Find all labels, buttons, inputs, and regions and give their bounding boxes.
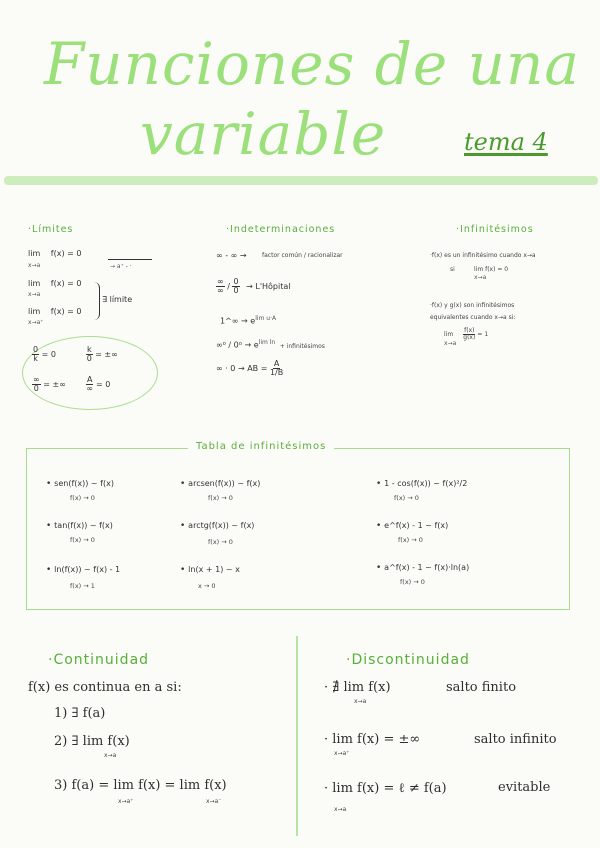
table-r2-c2: • arctg(f(x)) ~ f(x) [180,521,255,531]
discont-2: · lim f(x) = ±∞ [324,732,421,747]
continuity-cond-3-sub2: x→a⁻ [206,798,222,805]
table-r2-c3: • e^f(x) - 1 ~ f(x) [376,521,449,531]
inf-def-1-limit: lim f(x) = 0 [474,266,509,273]
discont-2-sub: x→a⁺ [334,750,350,757]
limit-case-a: $\frac{0}{k}$ = 0 [33,345,56,363]
limit-3: lim f(x) = 0 [28,307,82,316]
limit-3-sub: x→a⁺ [28,319,44,326]
indeterminaciones-heading: ·Indeterminaciones [226,224,336,235]
indet-row-4: $\infty^0 / 0^0 \to e^{lim ln}$ + infinitésimos [216,339,325,350]
inf-def-2-limit: lim $\frac{f(x)}{g(x)}$ = 1 [444,327,489,341]
table-r1-c3-sub: f(x) → 0 [394,494,419,502]
discontinuidad-heading: ·Discontinuidad [346,652,470,668]
table-r3-c2-sub: x → 0 [198,582,216,590]
table-r3-c1-sub: f(x) → 1 [70,582,95,590]
limit-1-sub: x→a [28,262,41,269]
column-divider [296,636,298,836]
limit-1: lim f(x) = 0 [28,249,82,258]
inf-def-1-sub: x→a [474,274,487,281]
limit-2: lim f(x) = 0 [28,279,82,288]
inf-def-2: ·f(x) y g(x) son infinitésimos [430,302,515,309]
indet-row-1-text: factor común / racionalizar [262,252,343,259]
limit-case-b: $\frac{k}{0}$ = ±∞ [86,345,118,363]
table-r2-c2-sub: f(x) → 0 [208,538,233,546]
table-r2-c1-sub: f(x) → 0 [70,536,95,544]
discont-1-sub: x→a [354,698,367,705]
table-r1-c2: • arcsen(f(x)) ~ f(x) [180,479,261,489]
discont-1: · ∄ lim f(x) [324,680,391,695]
title-divider [4,176,598,185]
limits-exists: ∃ límite [102,295,133,304]
limits-brace [93,282,100,320]
table-r3-c2: • ln(x + 1) ~ x [180,565,240,575]
topic-number: tema 4 [464,128,548,156]
continuity-cond-2-sub: x→a [104,752,117,759]
continuidad-heading: ·Continuidad [48,652,150,668]
page-title-line1: Funciones de una [44,30,580,98]
limites-heading: ·Límites [28,224,74,235]
limit-1-line [108,259,152,260]
page-title-line2: variable [140,100,387,168]
table-r3-c3: • a^f(x) - 1 ~ f(x)·ln(a) [376,563,470,573]
table-r3-c1: • ln(f(x)) ~ f(x) - 1 [46,565,121,575]
continuity-cond-3-sub1: x→a⁺ [118,798,134,805]
indet-row-3: 1^∞ → $e^{lim u\cdot A}$ [220,315,277,326]
table-r1-c2-sub: f(x) → 0 [208,494,233,502]
table-r1-c1: • sen(f(x)) ~ f(x) [46,479,114,489]
indet-row-1: ∞ - ∞ → [216,251,247,260]
inf-def-1: ·f(x) es un infinitésimo cuando x→a [430,252,536,259]
table-r2-c3-sub: f(x) → 0 [398,536,423,544]
discont-3: · lim f(x) = ℓ ≠ f(a) [324,781,447,796]
discont-2-type: salto infinito [474,732,557,747]
inf-def-1-si: si [450,266,455,273]
continuity-cond-2: 2) ∃ lim f(x) [54,734,130,749]
discont-3-type: evitable [498,780,551,795]
continuity-cond-3: 3) f(a) = lim f(x) = lim f(x) [54,778,227,793]
limit-2-sub: x→a [28,291,41,298]
discont-1-type: salto finito [446,680,517,695]
inf-def-2b: equivalentes cuando x→a si: [430,314,516,321]
infinitesimos-heading: ·Infinitésimos [456,224,534,235]
continuity-cond-1: 1) ∃ f(a) [54,706,106,721]
table-heading: Tabla de infinitésimos [188,441,334,452]
discont-3-sub: x→a [334,806,347,813]
table-r1-c3: • 1 - cos(f(x)) ~ f(x)²/2 [376,479,468,489]
indet-row-5: ∞ · 0 → AB = $\frac{A}{1/B}$ [216,359,284,377]
table-r2-c1: • tan(f(x)) ~ f(x) [46,521,113,531]
indet-row-2: $\frac{\infty}{\infty}$ / $\frac{0}{0}$ → L'Hôpital [217,277,291,295]
limit-1-aside: → a⁺ - · [110,263,132,270]
limit-case-c: $\frac{\infty}{0}$ = ±∞ [33,375,66,393]
inf-def-2-sub: x→a [444,340,457,347]
limit-case-d: $\frac{A}{\infty}$ = 0 [86,375,111,393]
table-r1-c1-sub: f(x) → 0 [70,494,95,502]
continuity-intro: f(x) es continua en a si: [28,680,182,695]
table-r3-c3-sub: f(x) → 0 [400,578,425,586]
